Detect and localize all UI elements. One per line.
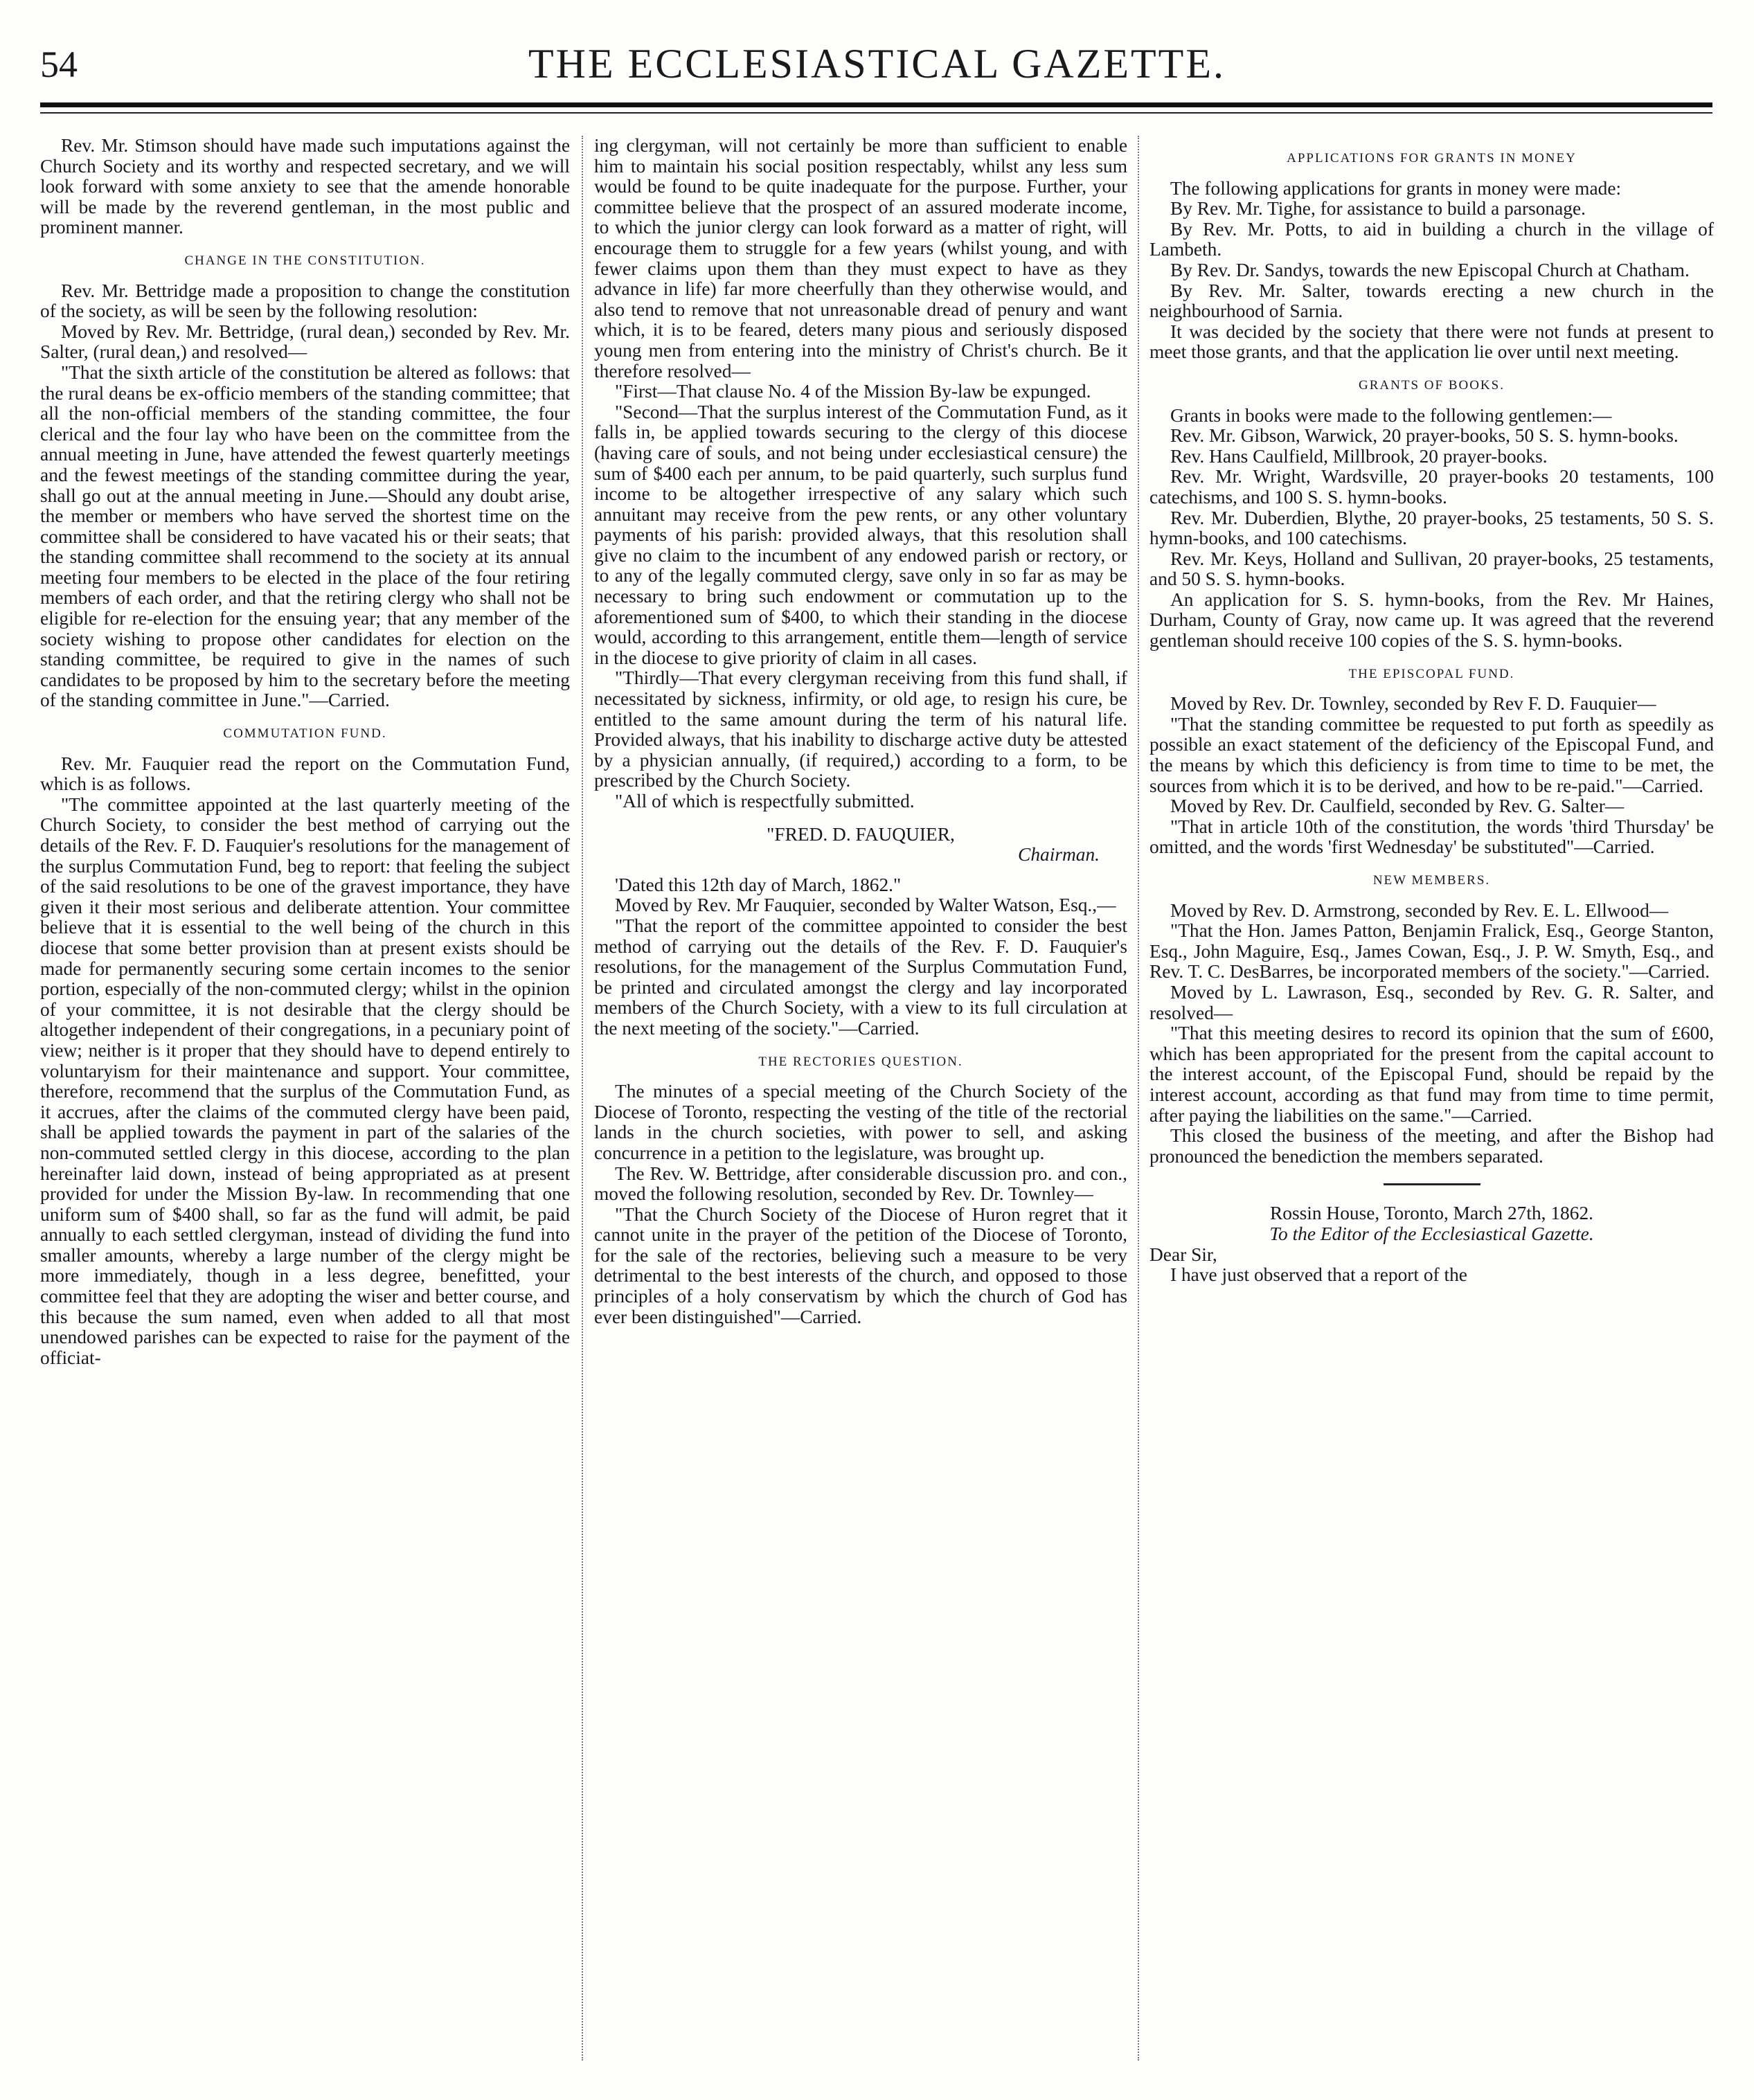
paragraph: Rev. Mr. Duberdien, Blythe, 20 prayer-books, 25 testaments, 50 S. S. hymn-books, and 100 catechisms. — [1149, 507, 1714, 549]
column-separator — [1138, 136, 1139, 2061]
section-heading: GRANTS OF BOOKS. — [1359, 377, 1505, 393]
paragraph: By Rev. Mr. Salter, towards erecting a new church in the neighbourhood of Sarnia. — [1149, 280, 1714, 322]
paragraph: "Thirdly—That every clergyman receiving from this fund shall, if necessitated by sickness, infirmity, or old age, to resign his cure, be entitled to the same amount during the term of his natural life. Provided always, that his inability to discharge active duty be attested by a physician annually, (if required,) according to a form, to be prescribed by the Church Society. — [594, 667, 1127, 791]
paragraph: "The committee appointed at the last quarterly meeting of the Church Society, to consider the best method of carrying out the details of the Rev. F. D. Fauquier's resolutions for the management of the surplus Commutation Fund, beg to report: that feeling the subject of the said resolutions to be one of the gravest importance, they have given it their most serious and deliberate attention. Your committee believe that it is essential to the well being of the church in this diocese that some better provision than at present exists should be made for permanently securing some certain incomes to the senior portion, especially of the non-commuted clergy; whilst in the opinion of your committee, it is not desirable that the clergy should be altogether independent of their congregations, in a pecuniary point of view; neither is it proper that they should have to depend entirely to voluntaryism for their maintenance and support. Your committee, therefore, recommend that the surplus of the Commutation Fund, as it accrues, after the claims of the commuted clergy have been paid, shall be applied towards the payment in part of the salaries of the non-commuted settled clergy in this diocese, according to the plan hereinafter laid down, instead of being appropriated as at present provided for under the Mission By-law. In recommending that one uniform sum of $400 shall, so far as the fund will admit, be paid annually to each settled clergyman, instead of dividing the fund into smaller amounts, whereby a large number of the clergy might be more immediately, though in a less degree, benefitted, your committee feel that they are adopting the wiser and better course, and this because the sum named, even when added to all that most unendowed parishes can be expected to raise for the payment of the officiat- — [40, 793, 570, 1368]
paragraph: Moved by L. Lawrason, Esq., seconded by Rev. G. R. Salter, and resolved— — [1149, 981, 1714, 1023]
section-heading: CHANGE IN THE CONSTITUTION. — [184, 253, 426, 268]
paragraph: "All of which is respectfully submitted. — [615, 791, 915, 811]
paragraph: "That the Church Society of the Diocese of Huron regret that it cannot unite in the prayer of the petition of the Diocese of Toronto, for the sale of the rectories, believing such a measure to be very detrimental to the best interests of the church, and opposed to those principles of a holy conservatism by which the church of God has ever been distinguished"—Carried. — [594, 1203, 1127, 1327]
paragraph: Moved by Rev. Mr Fauquier, seconded by Walter Watson, Esq.,— — [615, 895, 1116, 916]
letter-dateline: Rossin House, Toronto, March 27th, 1862. — [1269, 1203, 1593, 1224]
signature-name: "FRED. D. FAUQUIER, — [767, 823, 955, 845]
paragraph: "That in article 10th of the constitution, the words 'third Thursday' be omitted, and the words 'first Wednesday' be substituted"—Carried. — [1149, 816, 1714, 858]
header-rule-thin — [40, 112, 1712, 114]
section-divider — [1384, 1183, 1480, 1185]
paragraph: Rev. Mr. Gibson, Warwick, 20 prayer-books, 50 S. S. hymn-books. — [1170, 425, 1679, 447]
letter-addressee: To the Editor of the Ecclesiastical Gazette. — [1269, 1223, 1594, 1244]
header-rule-thick — [40, 102, 1712, 107]
paragraph: "That the Hon. James Patton, Benjamin Fralick, Esq., George Stanton, Esq., John Maguire, Esq., James Cowan, Esq., J. P. W. Smyth, Esq., and Rev. T. C. DesBarres, be incorporated members of the society."—Carried. — [1149, 920, 1714, 982]
paragraph: ing clergyman, will not certainly be more than sufficient to enable him to maintain his social position respectably, whilst any less sum would be found to be quite inadequate for the purpose. Further, your committee believe that the prospect of an assured moderate income, to which the junior clergy can look forward as a matter of right, will encourage them to struggle for a few years (whilst young, and with fewer claims upon them than they must expect to have as they advance in life) far more cheerfully than they otherwise would, and also tend to remove that not unreasonable dread of penury and want which, it is to be feared, deters many pious and seriously disposed young men from entering into the ministry of Christ's church. Be it therefore resolved— — [594, 136, 1127, 382]
paragraph: Moved by Rev. D. Armstrong, seconded by Rev. E. L. Ellwood— — [1170, 899, 1669, 921]
paragraph: "Second—That the surplus interest of the Commutation Fund, as it falls in, be applied towards securing to the clergy of this diocese (having care of souls, and not being under ecclesiastical censure) the sum of $400 each per annum, to be paid quarterly, such surplus fund income to be altogether irrespective of any salary which such annuitant may receive from the pew rents, or any other voluntary payments of his parish: provided always, that this resolution shall give no claim to the incumbent of any endowed parish or rectory, or to any of the legally commuted clergy, save only in so far as may be necessary to bring such endowment or commutation up to the aforementioned sum of $400, to which their standing in the diocese would, according to this arrangement, entitle them—length of service in the diocese to give priority of claim in all cases. — [594, 401, 1127, 668]
section-heading: NEW MEMBERS. — [1372, 873, 1491, 888]
paragraph: "That this meeting desires to record its opinion that the sum of £600, which has been appropriated for the present from the capital account to the interest account, of the Episcopal Fund, should be repaid by the interest account, according as that fund may from time to time permit, after paying the liabilities on the same."—Carried. — [1149, 1023, 1714, 1126]
paragraph: "That the report of the committee appointed to consider the best method of carrying out the details of the Rev. F. D. Fauquier's resolutions, for the management of the Surplus Commutation Fund, be printed and circulated amongst the clergy and lay incorporated members of the Church Society, with a view to its full circulation at the next meeting of the society."—Carried. — [594, 915, 1127, 1039]
page-number: 54 — [40, 44, 78, 85]
paragraph: Moved by Rev. Dr. Caulfield, seconded by Rev. G. Salter— — [1170, 796, 1625, 817]
column-separator — [582, 136, 583, 2061]
masthead-title: THE ECCLESIASTICAL GAZETTE. — [528, 41, 1226, 87]
paragraph: The Rev. W. Bettridge, after considerable discussion pro. and con., moved the following resolution, seconded by Rev. Dr. Townley— — [594, 1163, 1127, 1205]
paragraph: By Rev. Dr. Sandys, towards the new Episcopal Church at Chatham. — [1170, 259, 1690, 280]
paragraph: 'Dated this 12th day of March, 1862." — [615, 874, 902, 895]
paragraph: "That the standing committee be requested to put forth as speedily as possible an exact statement of the deficiency of the Episcopal Fund, and the means by which this deficiency is from time to time to be met, the sources from which it is to be derived, and how to be re-paid."—Carried. — [1149, 713, 1714, 796]
paragraph: Moved by Rev. Mr. Bettridge, (rural dean,) seconded by Rev. Mr. Salter, (rural dean,) and resolved— — [40, 321, 570, 363]
paragraph: "First—That clause No. 4 of the Mission By-law be expunged. — [615, 381, 1091, 402]
paragraph: Rev. Hans Caulfield, Millbrook, 20 prayer-books. — [1170, 445, 1548, 467]
paragraph: By Rev. Mr. Potts, to aid in building a church in the village of Lambeth. — [1149, 218, 1714, 260]
paragraph: This closed the business of the meeting, and after the Bishop had pronounced the benediction the members separated. — [1149, 1125, 1714, 1167]
paragraph: An application for S. S. hymn-books, from the Rev. Mr Haines, Durham, County of Gray, now came up. It was agreed that the reverend gentleman should receive 100 copies of the S. S. hymn-books. — [1149, 589, 1714, 652]
paragraph: "That the sixth article of the constitution be altered as follows: that the rural deans be ex-officio members of the standing committee; that all the non-official members of the standing committee, the four clerical and the four lay who have been on the committee from the annual meeting in June, have attended the fewest quarterly meetings and the fewest meetings of the standing committee during the year, shall go out at the annual meeting in June.—Should any doubt arise, the member or members who have served the shortest time on the committee shall be considered to have vacated his or their seats; that the standing committee shall recommend to the society at its annual meeting four members to be elected in the place of the four retiring members of each order, and that the retiring clergy who shall not be eligible for re-election for the ensuing year; that any member of the society wishing to propose other candidates for election on the standing committee, be required to give in the names of such candidates to be proposed by him to the secretary before the meeting of the standing committee in June."—Carried. — [40, 361, 570, 711]
paragraph: The minutes of a special meeting of the Church Society of the Diocese of Toronto, respecting the vesting of the title of the rectorial lands in the church societies, with power to sell, and asking concurrence in a petition to the legislature, was brought up. — [594, 1081, 1127, 1163]
paragraph: The following applications for grants in money were made: — [1170, 177, 1622, 199]
paragraph: Moved by Rev. Dr. Townley, seconded by Rev F. D. Fauquier— — [1170, 693, 1656, 715]
paragraph: I have just observed that a report of the — [1170, 1264, 1467, 1286]
column-2 — [594, 136, 1127, 2074]
paragraph: Rev. Mr. Wright, Wardsville, 20 prayer-books 20 testaments, 100 catechisms, and 100 S. S. hymn-books. — [1149, 466, 1714, 508]
section-heading: THE EPISCOPAL FUND. — [1348, 666, 1515, 681]
signature-title: Chairman. — [1018, 844, 1100, 865]
paragraph: By Rev. Mr. Tighe, for assistance to build a parsonage. — [1170, 198, 1586, 219]
paragraph: Rev. Mr. Keys, Holland and Sullivan, 20 prayer-books, 25 testaments, and 50 S. S. hymn-books. — [1149, 548, 1714, 590]
paragraph: Rev. Mr. Stimson should have made such imputations against the Church Society and its worthy and respected secretary, and we will look forward with some anxiety to see that the amende honorable will be made by the reverend gentleman, in the most public and prominent manner. — [40, 136, 570, 238]
section-heading: COMMUTATION FUND. — [223, 726, 387, 742]
paragraph: Rev. Mr. Bettridge made a proposition to change the constitution of the society, as will be seen by the following resolution: — [40, 280, 570, 322]
paragraph: It was decided by the society that there were not funds at present to meet those grants, and that the application lie over until next meeting. — [1149, 321, 1714, 363]
column-1 — [40, 136, 570, 2074]
column-3 — [1149, 136, 1714, 2074]
section-heading: APPLICATIONS FOR GRANTS IN MONEY — [1287, 151, 1577, 165]
paragraph: Rev. Mr. Fauquier read the report on the Commutation Fund, which is as follows. — [40, 753, 570, 795]
paragraph: Grants in books were made to the following gentlemen:— — [1170, 404, 1612, 426]
section-heading: THE RECTORIES QUESTION. — [758, 1054, 963, 1069]
letter-salutation: Dear Sir, — [1149, 1244, 1217, 1265]
